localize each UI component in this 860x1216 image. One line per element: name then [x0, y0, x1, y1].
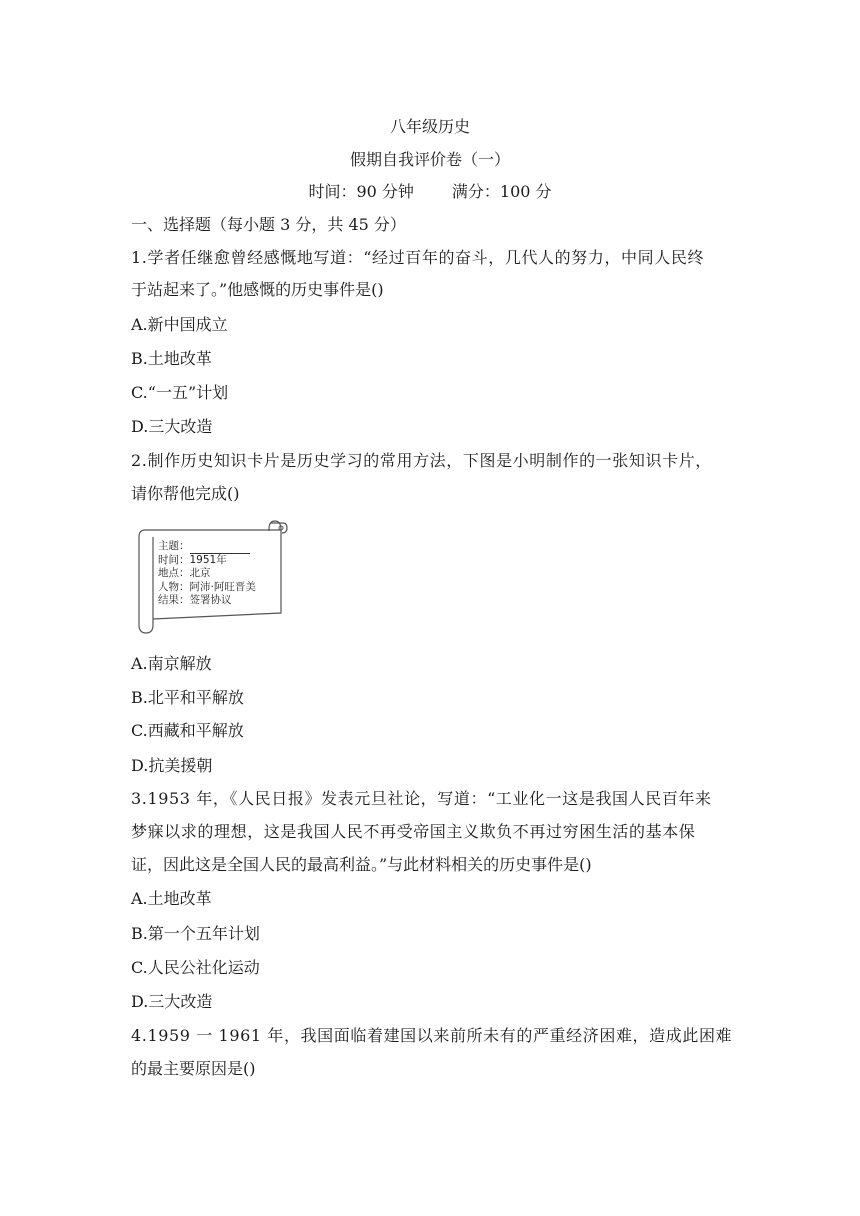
q3-stem-line2: 梦寐以求的理想，这是我国人民不再受帝国主义欺负不再过穷困生活的基本保: [131, 822, 696, 841]
card-content: [158, 540, 256, 608]
q3-stem-line3: 证，因此这是全国人民的最高利益。”与此材料相关的历史事件是(): [131, 855, 592, 874]
full-score: 满分：100 分: [451, 182, 552, 201]
card-time: 时间：1951年: [158, 553, 227, 566]
q2-option-a: A.南京解放: [131, 654, 212, 673]
q2-stem-line1: 2.制作历史知识卡片是历史学习的常用方法，下图是小明制作的一张知识卡片，: [131, 451, 712, 470]
q1-option-a: A.新中国成立: [131, 315, 228, 334]
knowledge-card: [131, 517, 291, 637]
q3-option-b: B.第一个五年计划: [131, 924, 260, 943]
exam-title: 八年级历史: [389, 117, 470, 136]
q3-option-a: A.土地改革: [131, 889, 212, 908]
q4-stem-line1: 4.1959 一 1961 年，我国面临着建国以来前所未有的严重经济困难，造成此困难: [131, 1026, 733, 1045]
q2-option-d: D.抗美援朝: [131, 756, 213, 775]
q3-stem-line1: 3.1953 年，《人民日报》发表元旦社论，写道：“工业化一这是我国人民百年来: [131, 789, 712, 808]
q1-option-d: D.三大改造: [131, 417, 213, 436]
q2-option-c: C.西藏和平解放: [131, 721, 244, 740]
q1-option-c: C.“一五”计划: [131, 383, 229, 402]
card-topic: 主题：: [158, 540, 256, 554]
section-heading: 一、选择题（每小题 3 分，共 45 分）: [131, 215, 406, 234]
q2-stem-line2: 请你帮他完成(): [131, 484, 240, 503]
time-limit: 时间：90 分钟: [308, 182, 414, 201]
card-place: 地点：北京: [158, 567, 211, 579]
q3-option-c: C.人民公社化运动: [131, 958, 260, 977]
card-result: 结果：签署协议: [158, 594, 232, 606]
q2-option-b: B.北平和平解放: [131, 688, 244, 707]
q1-stem-line1: 1.学者任继愈曾经感慨地写道：“经过百年的奋斗，几代人的努力，中同人民终: [131, 248, 705, 267]
exam-subtitle: 假期自我评价卷（一）: [349, 150, 510, 169]
q4-stem-line2: 的最主要原因是(): [131, 1059, 256, 1078]
card-person: 人物：阿沛·阿旺晋美: [158, 580, 256, 593]
q1-option-b: B.土地改革: [131, 349, 212, 368]
q3-option-d: D.三大改造: [131, 992, 213, 1011]
exam-meta: [0, 179, 860, 202]
q1-stem-line2: 于站起来了。”他感慨的历史事件是(): [131, 280, 384, 299]
topic-blank: [190, 544, 250, 554]
